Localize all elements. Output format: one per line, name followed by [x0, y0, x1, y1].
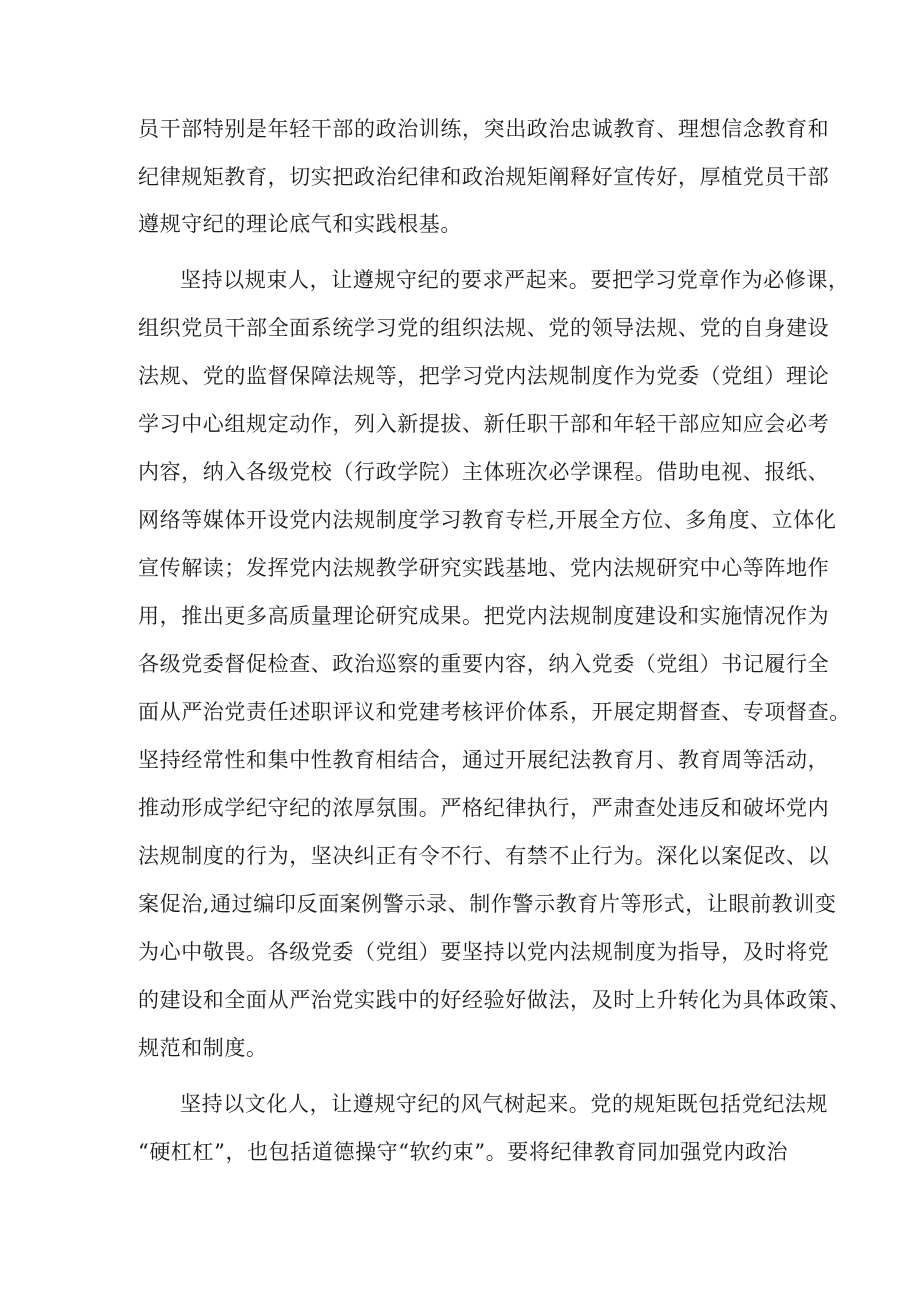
- text-line: 法规、党的监督保障法规等，把学习党内法规制度作为党委（党组）理论: [138, 364, 830, 388]
- text-line: 的建设和全面从严治党实践中的好经验好做法，及时上升转化为具体政策、: [138, 988, 851, 1012]
- text-line: 宣传解读；发挥党内法规教学研究实践基地、党内法规研究中心等阵地作: [138, 556, 830, 580]
- text-line: 内容，纳入各级党校（行政学院）主体班次必学课程。借助电视、报纸、: [138, 460, 830, 484]
- text-line: 各级党委督促检查、政治巡察的重要内容，纳入党委（党组）书记履行全: [138, 652, 830, 676]
- text-line: 法规制度的行为，坚决纠正有令不行、有禁不止行为。深化以案促改、以: [138, 844, 830, 868]
- paragraph-start-line: 坚持以规束人，让遵规守纪的要求严起来。要把学习党章作为必修课，: [180, 268, 850, 292]
- text-line: 学习中心组规定动作，列入新提拔、新任职干部和年轻干部应知应会必考: [138, 412, 830, 436]
- text-line: 坚持经常性和集中性教育相结合，通过开展纪法教育月、教育周等活动，: [138, 748, 830, 772]
- text-line: “硬杠杠”，也包括道德操守“软约束”。要将纪律教育同加强党内政治: [138, 1140, 789, 1164]
- text-line: 规范和制度。: [138, 1036, 268, 1060]
- text-line: 员干部特别是年轻干部的政治训练，突出政治忠诚教育、理想信念教育和: [138, 117, 830, 141]
- text-line: 纪律规矩教育，切实把政治纪律和政治规矩阐释好宣传好，厚植党员干部: [138, 165, 830, 189]
- paragraph-start-line: 坚持以文化人，让遵规守纪的风气树起来。党的规矩既包括党纪法规: [180, 1092, 828, 1116]
- text-line: 案促治,通过编印反面案例警示录、制作警示教育片等形式，让眼前教训变: [138, 892, 837, 916]
- text-line: 为心中敬畏。各级党委（党组）要坚持以党内法规制度为指导，及时将党: [138, 940, 830, 964]
- text-line: 推动形成学纪守纪的浓厚氛围。严格纪律执行，严肃查处违反和破坏党内: [138, 796, 830, 820]
- text-line: 用，推出更多高质量理论研究成果。把党内法规制度建设和实施情况作为: [138, 604, 830, 628]
- text-line: 网络等媒体开设党内法规制度学习教育专栏,开展全方位、多角度、立体化: [138, 508, 837, 532]
- text-line: 遵规守纪的理论底气和实践根基。: [138, 212, 462, 236]
- text-line: 面从严治党责任述职评议和党建考核评价体系，开展定期督查、专项督查。: [138, 700, 851, 724]
- text-line: 组织党员干部全面系统学习党的组织法规、党的领导法规、党的自身建设: [138, 316, 830, 340]
